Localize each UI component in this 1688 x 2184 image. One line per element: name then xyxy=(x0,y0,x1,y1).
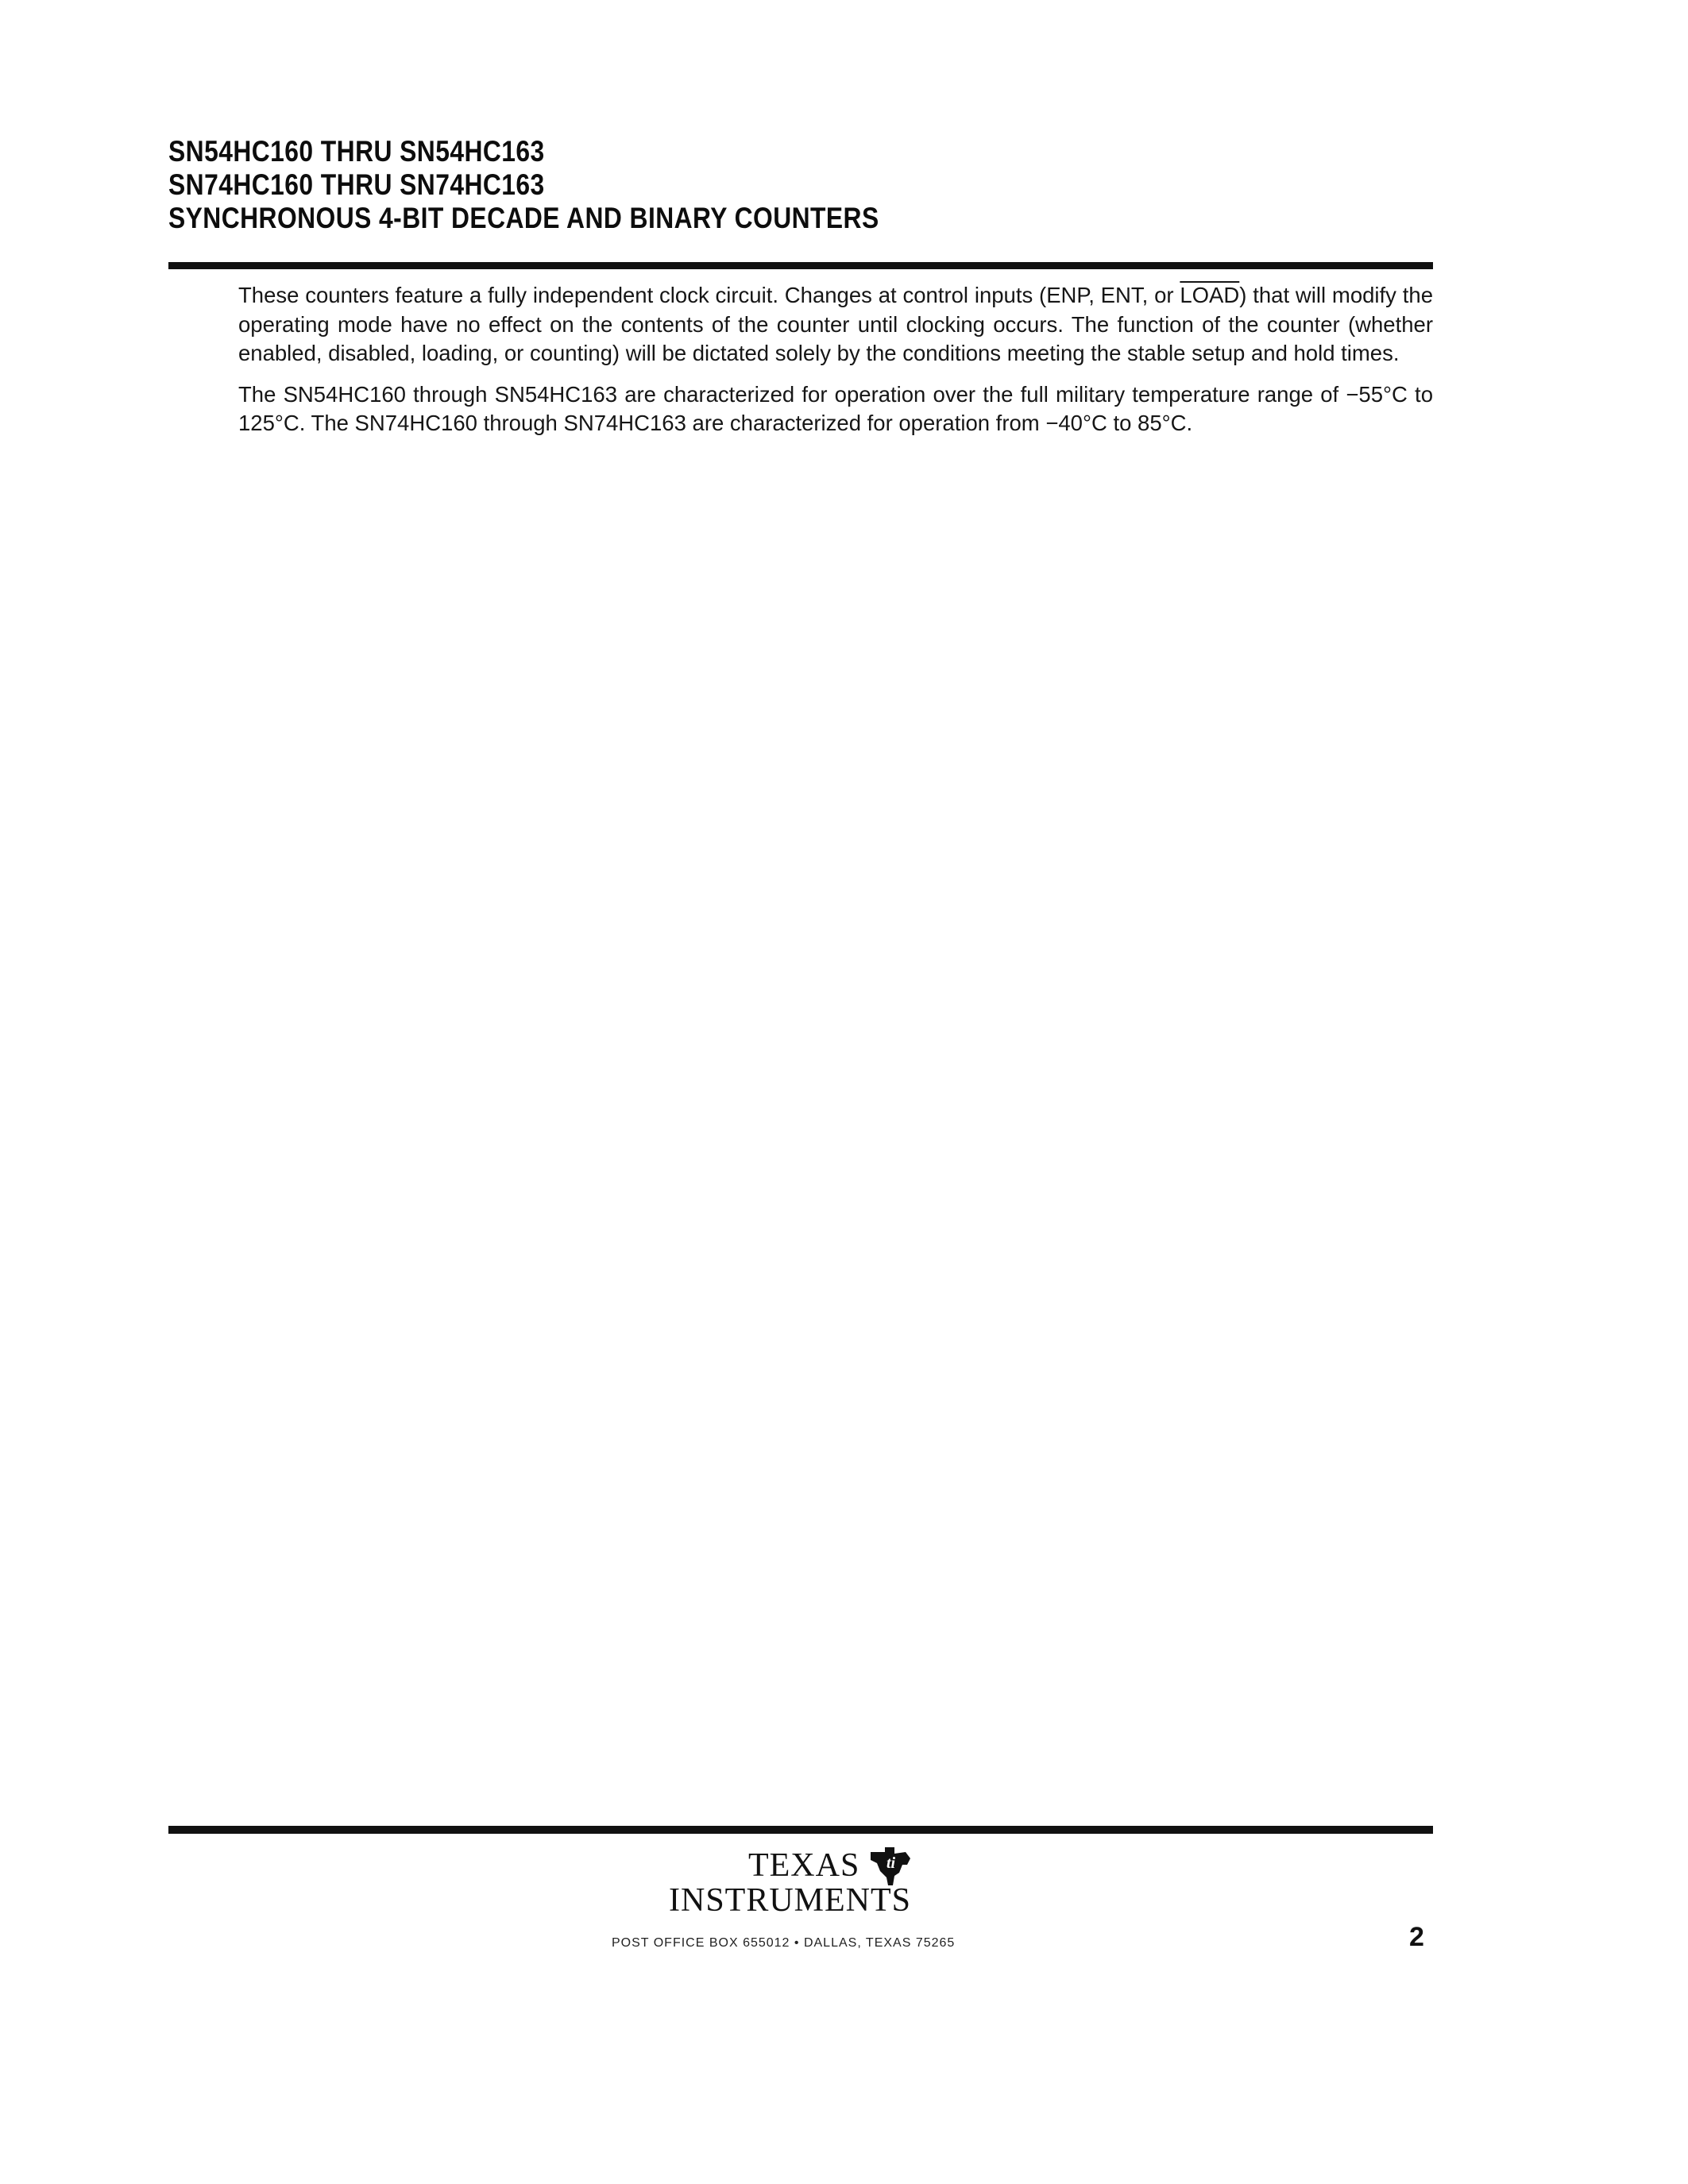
footer-rule xyxy=(168,1826,1433,1834)
logo-word-texas: TEXAS xyxy=(748,1847,860,1884)
texas-instruments-logo xyxy=(667,1849,1017,1920)
body-text xyxy=(238,281,1433,450)
logo-word-instruments: INSTRUMENTS xyxy=(669,1882,912,1919)
document-title: SYNCHRONOUS 4-BIT DECADE AND BINARY COUNTERS xyxy=(168,202,879,234)
paragraph-clock-text-end: ) that will modify the operating mode have no effect on the contents of the counter until clocking occurs. The function of the counter (whether enabled, disabled, loading, or counting) will be dictated solely by the conditions meeting the stable setup and hold times. xyxy=(238,283,1433,365)
header-rule xyxy=(168,262,1433,269)
paragraph-clock-circuit xyxy=(238,281,1433,369)
paragraph-temperature-range: The SN54HC160 through SN54HC163 are characterized for operation over the full military temperature range of −55°C to 125°C. The SN74HC160 through SN74HC163 are characterized for operation from −40°C to 85°C. xyxy=(238,381,1433,435)
company-address: POST OFFICE BOX 655012 • DALLAS, TEXAS 75265 xyxy=(612,1936,956,1950)
header-part-numbers-54: SN54HC160 THRU SN54HC163 xyxy=(168,135,545,168)
page-number: 2 xyxy=(1409,1922,1424,1952)
svg-text:ti: ti xyxy=(886,1854,896,1872)
load-signal-name: LOAD xyxy=(1180,283,1240,307)
header-part-numbers-74: SN74HC160 THRU SN74HC163 xyxy=(168,168,545,201)
document-header xyxy=(168,135,1439,235)
paragraph-clock-text-start: These counters feature a fully independent clock circuit. Changes at control inputs (ENP, ENT, or xyxy=(238,283,1180,307)
